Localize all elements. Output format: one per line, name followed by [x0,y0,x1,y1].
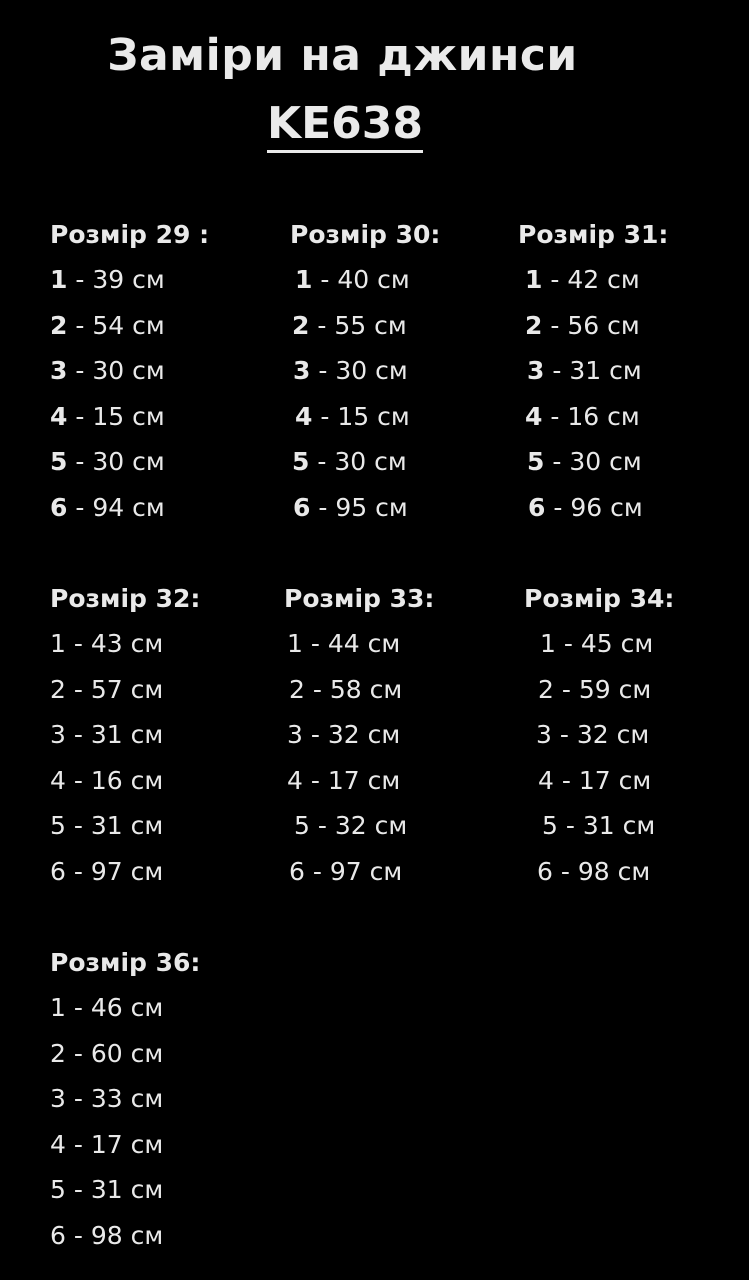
measure-value: - 58 см [304,674,403,704]
measure-number: 2 [289,674,305,704]
measure-row [50,667,200,713]
measure-value: - 31 см [65,720,164,750]
measure-value: - 32 см [551,720,650,750]
measure-number: 4 [525,401,543,431]
measure-row [50,303,209,349]
measure-value: - 32 см [302,720,401,750]
measure-number: 1 [50,629,66,658]
measure-value: - 98 см [65,1220,164,1250]
measure-number: 3 [50,356,68,386]
size-block-32 [50,576,200,895]
page-title: Заміри на джинси [107,30,578,81]
measure-value: - 54 см [67,310,165,340]
measure-number: 3 [536,720,552,750]
measure-number: 6 [289,856,305,886]
measure-row [290,257,440,303]
measure-number: 2 [292,310,310,340]
measure-row [518,303,668,349]
size-header: Розмір 29 : [50,220,210,249]
measure-row [50,1213,200,1259]
measure-value: - 15 см [312,401,410,431]
measure-value: - 30 см [310,356,408,386]
measure-row [284,712,434,758]
measure-row [50,712,200,758]
measure-number: 4 [50,765,66,795]
measure-row [518,348,668,394]
measure-value: - 44 см [302,629,401,658]
measure-number: 5 [50,811,66,841]
measure-value: - 45 см [555,629,654,658]
measure-value: - 46 см [65,993,164,1022]
measure-row [284,667,434,713]
measure-row [518,394,668,440]
measure-row [50,1076,200,1122]
measure-number: 5 [294,811,310,841]
measure-number: 6 [293,492,311,522]
measure-value: - 57 см [65,674,164,704]
measure-row [518,485,668,531]
measure-value: - 60 см [65,1038,164,1068]
measure-value: - 56 см [542,310,640,340]
measure-row [284,849,434,895]
measure-number: 2 [50,674,66,704]
measure-row [524,712,674,758]
measure-number: 1 [295,265,313,294]
measure-row [50,1167,200,1213]
measure-number: 4 [538,765,554,795]
size-block-33 [284,576,434,895]
measure-row [50,758,200,804]
measure-number: 1 [540,629,556,658]
measure-row [290,439,440,485]
measure-value: - 42 см [542,265,640,294]
size-block-30 [290,212,440,531]
measure-number: 3 [293,356,311,386]
measure-value: - 59 см [553,674,652,704]
measure-value: - 97 см [304,856,403,886]
measure-value: - 43 см [65,629,164,658]
measure-value: - 31 см [65,811,164,841]
measure-value: - 55 см [309,310,407,340]
measure-value: - 31 см [65,1175,164,1205]
measure-row [50,485,209,531]
product-code [0,98,690,153]
measure-row [524,621,674,667]
measure-row [50,257,209,303]
measure-value: - 96 см [545,492,643,522]
measure-value: - 98 см [552,856,651,886]
measure-row [290,303,440,349]
measure-number: 2 [525,310,543,340]
measure-number: 5 [50,447,68,477]
measure-number: 1 [50,993,66,1022]
measure-number: 1 [50,265,68,294]
measure-number: 1 [525,265,543,294]
measure-value: - 32 см [309,811,408,841]
product-code-text: KE638 [267,98,423,153]
measure-value: - 33 см [65,1084,164,1114]
measure-number: 3 [287,720,303,750]
measure-row [50,1122,200,1168]
measure-number: 2 [50,1038,66,1068]
measure-row [524,803,674,849]
measure-row [524,667,674,713]
measure-number: 5 [50,1175,66,1205]
measure-number: 4 [50,1129,66,1159]
measure-number: 1 [287,629,303,658]
measure-value: - 17 см [65,1129,164,1159]
measure-number: 3 [50,720,66,750]
size-block-29 [50,212,209,531]
measure-number: 5 [292,447,310,477]
measure-value: - 31 см [544,356,642,386]
measure-number: 2 [50,310,68,340]
measure-value: - 31 см [557,811,656,841]
measure-value: - 16 см [542,401,640,431]
measure-value: - 30 см [67,447,165,477]
measure-number: 4 [287,765,303,795]
measure-row [284,621,434,667]
measure-number: 5 [527,447,545,477]
size-header: Розмір 36: [50,948,201,977]
measure-value: - 94 см [67,492,165,522]
measure-value: - 16 см [65,765,164,795]
measure-row [50,985,200,1031]
measure-number: 3 [50,1084,66,1114]
measure-value: - 30 см [309,447,407,477]
measure-row [518,257,668,303]
measure-value: - 30 см [544,447,642,477]
measure-row [50,1031,200,1077]
measure-value: - 15 см [67,401,165,431]
measure-row [518,439,668,485]
measure-number: 6 [50,1220,66,1250]
measure-number: 6 [50,492,68,522]
measure-value: - 95 см [310,492,408,522]
measure-row [50,803,200,849]
measure-row [50,348,209,394]
measure-row [50,849,200,895]
size-header: Розмір 34: [524,584,675,613]
measure-number: 6 [537,856,553,886]
measure-number: 3 [527,356,545,386]
measure-value: - 40 см [312,265,410,294]
size-block-31 [518,212,668,531]
measure-row [284,758,434,804]
measure-value: - 97 см [65,856,164,886]
measure-row [290,394,440,440]
measure-number: 4 [50,401,68,431]
measure-row [290,485,440,531]
size-header: Розмір 33: [284,584,435,613]
measure-number: 6 [528,492,546,522]
size-block-34 [524,576,674,895]
measure-value: - 17 см [302,765,401,795]
measure-row [50,394,209,440]
measure-row [524,758,674,804]
measure-row [50,439,209,485]
measure-number: 4 [295,401,313,431]
size-block-36 [50,940,200,1259]
measure-value: - 39 см [67,265,165,294]
measure-row [284,803,434,849]
measure-row [50,621,200,667]
size-header: Розмір 32: [50,584,201,613]
size-header: Розмір 30: [290,220,441,249]
measure-row [290,348,440,394]
size-header: Розмір 31: [518,220,669,249]
measure-value: - 17 см [553,765,652,795]
measure-value: - 30 см [67,356,165,386]
measure-number: 5 [542,811,558,841]
measure-row [524,849,674,895]
measure-number: 2 [538,674,554,704]
measure-number: 6 [50,856,66,886]
